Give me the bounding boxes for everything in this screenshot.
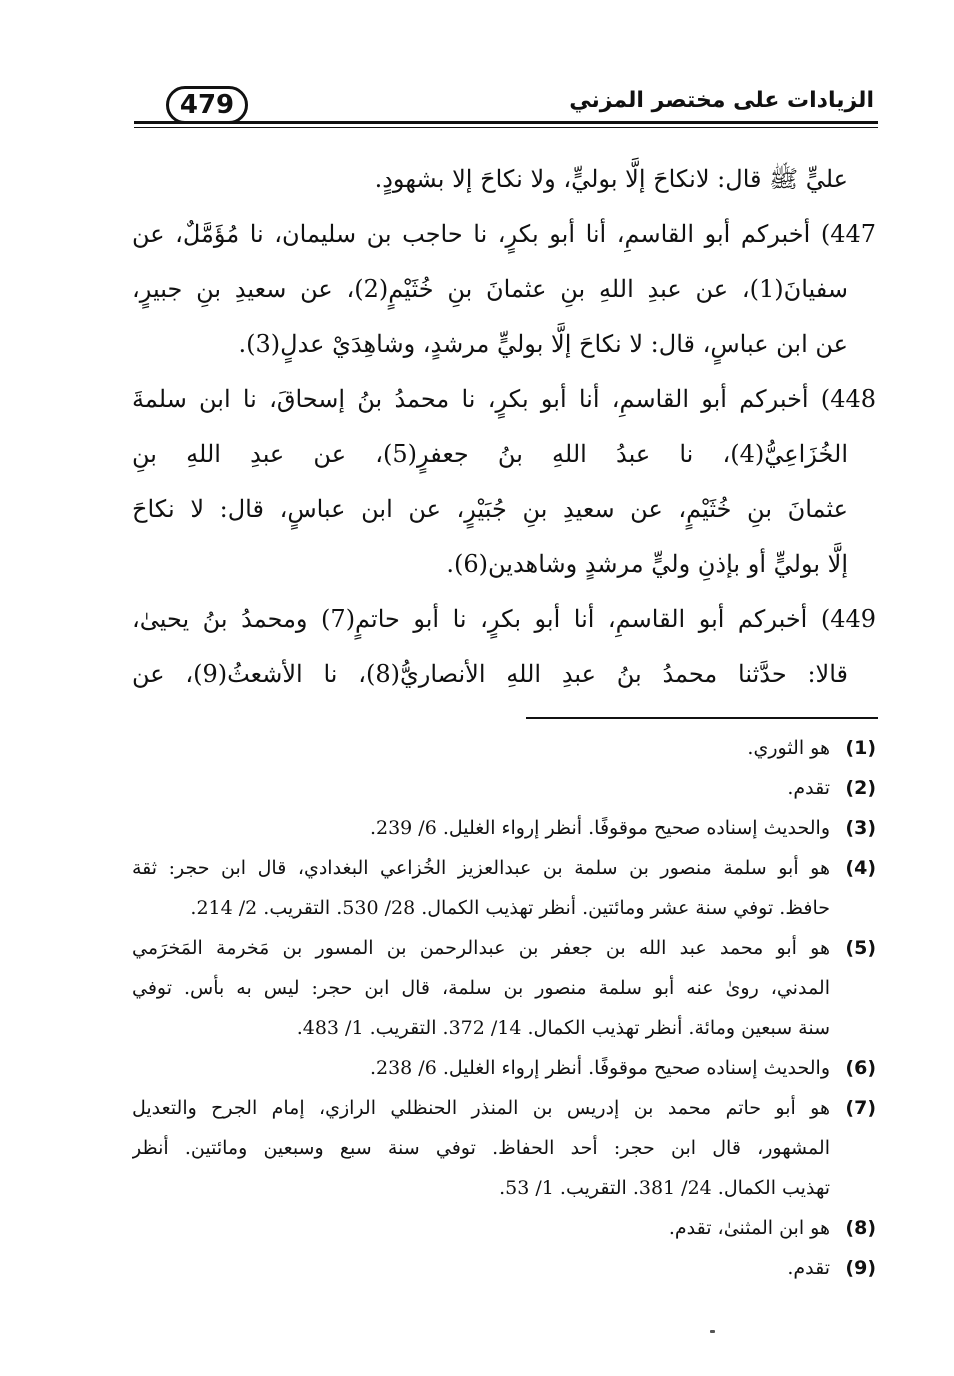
footnote (132, 768, 876, 808)
footnote (132, 728, 876, 768)
footnote-number: (5) (845, 937, 876, 959)
text-line: عليٍّ ﷺ قال: لانكاحَ إلَّا بوليٍّ، ولا نكاحَ إلا بشهودٍ. (374, 165, 848, 193)
text-line: عثمانَ بنِ خُثَيْمٍ، عن سعيدِ بنِ جُبَيْرٍ، عن ابن عباسٍ، قال: لا نكاحَ (132, 495, 848, 523)
footnote-separator (526, 717, 878, 719)
footnote-line: والحديث إسناده صحيح موقوفًا. أنظر إرواء الغليل. 6/ 239. (369, 817, 830, 839)
text-line: 448) أخبركم أبو القاسمِ، أنا أبو بكرٍ، نا محمدُ بنُ إسحاقَ، نا ابن سلمةَ (132, 385, 876, 413)
text-line: عن ابن عباسٍ، قال: لا نكاحَ إلَّا بوليٍّ مرشدٍ، وشاهِدَيْ عدلٍ(3). (238, 330, 848, 358)
footnote-line: المشهور، قال ابن حجر: أحد الحفاظ. توفي سنة سبع وسبعين ومائتين. أنظر (132, 1137, 830, 1159)
footnote-line: هو أبو محمد عبد الله بن جعفر بن عبدالرحمن بن المسور بن مَخرمة المَخرَمي (132, 937, 830, 959)
scan-speck (710, 1330, 715, 1333)
footnote-number: (3) (845, 817, 876, 839)
footnote-line: المدني، روىٰ عنه أبو سلمة منصور بن سلمة، قال ابن حجر: ليس به بأس. توفي (132, 977, 830, 999)
footnote-line: هو الثوري. (747, 737, 830, 759)
text-line: 449) أخبركم أبو القاسمِ، أنا أبو بكرٍ، نا أبو حاتمٍ(7) ومحمدُ بنُ يحيىٰ، (132, 605, 876, 633)
footnote (132, 848, 876, 928)
footnote-line: هو أبو حاتم محمد بن إدريس بن المنذر الحنظلي الرازي، إمام الجرح والتعديل (132, 1097, 830, 1119)
footnote (132, 928, 876, 1048)
footnote (132, 1248, 876, 1288)
page-number: 479 (179, 90, 235, 120)
footnote-line: هو ابن المثنىٰ، تقدم. (668, 1217, 830, 1239)
page-number-box (166, 86, 248, 124)
main-text (132, 152, 876, 702)
footnote-line: تهذيب الكمال. 24/ 381. التقريب. 1/ 53. (499, 1177, 830, 1199)
footnote-number: (7) (845, 1097, 876, 1119)
header-rule-bottom (134, 127, 878, 128)
footnote-number: (4) (845, 857, 876, 879)
footnotes (132, 728, 876, 1288)
footnote (132, 1208, 876, 1248)
text-line: سفيانَ(1)، عن عبدِ اللهِ بنِ عثمانَ بنِ خُثَيْمٍ(2)، عن سعيدِ بنِ جبيرٍ، (132, 275, 849, 303)
footnote-line: تقدم. (787, 1257, 830, 1279)
page-header (0, 0, 954, 140)
footnote-line: هو أبو سلمة منصور بن سلمة بن عبدالعزيز الخُزاعي البغدادي، قال ابن حجر: ثقة (132, 857, 830, 879)
footnote-number: (2) (845, 777, 876, 799)
footnote (132, 1088, 876, 1208)
footnote-line: والحديث إسناده صحيح موقوفًا. أنظر إرواء الغليل. 6/ 238. (369, 1057, 830, 1079)
text-line: قالا: حدَّثنا محمدُ بنُ عبدِ اللهِ الأنصاريُّ(8)، نا الأشعثُ(9)، عن (132, 660, 849, 688)
book-title: الزيادات على مختصر المزني (569, 88, 874, 113)
footnote-number: (8) (845, 1217, 876, 1239)
footnote (132, 808, 876, 848)
footnote-line: حافظ. توفي سنة عشر ومائتين. أنظر تهذيب الكمال. 28/ 530. التقريب. 2/ 214. (190, 897, 830, 919)
text-line: إلَّا بوليٍّ أو بإذنِ وليٍّ مرشدٍ وشاهدين(6). (446, 550, 848, 578)
footnote-number: (9) (845, 1257, 876, 1279)
text-line: الخُزَاعِيُّ(4)، نا عبدُ اللهِ بنُ جعفرٍ(5)، عن عبدِ اللهِ بنِ (132, 440, 848, 468)
footnote-number: (1) (845, 737, 876, 759)
text-line: 447) أخبركم أبو القاسمِ، أنا أبو بكرٍ، نا حاجب بن سليمان، نا مُؤَمَّلٌ، عن (132, 220, 876, 248)
footnote-line: تقدم. (787, 777, 830, 799)
footnote (132, 1048, 876, 1088)
header-rule-top (134, 121, 878, 124)
footnote-line: سنة سبعين ومائة. أنظر تهذيب الكمال. 14/ 372. التقريب. 1/ 483. (296, 1017, 830, 1039)
footnote-number: (6) (845, 1057, 876, 1079)
